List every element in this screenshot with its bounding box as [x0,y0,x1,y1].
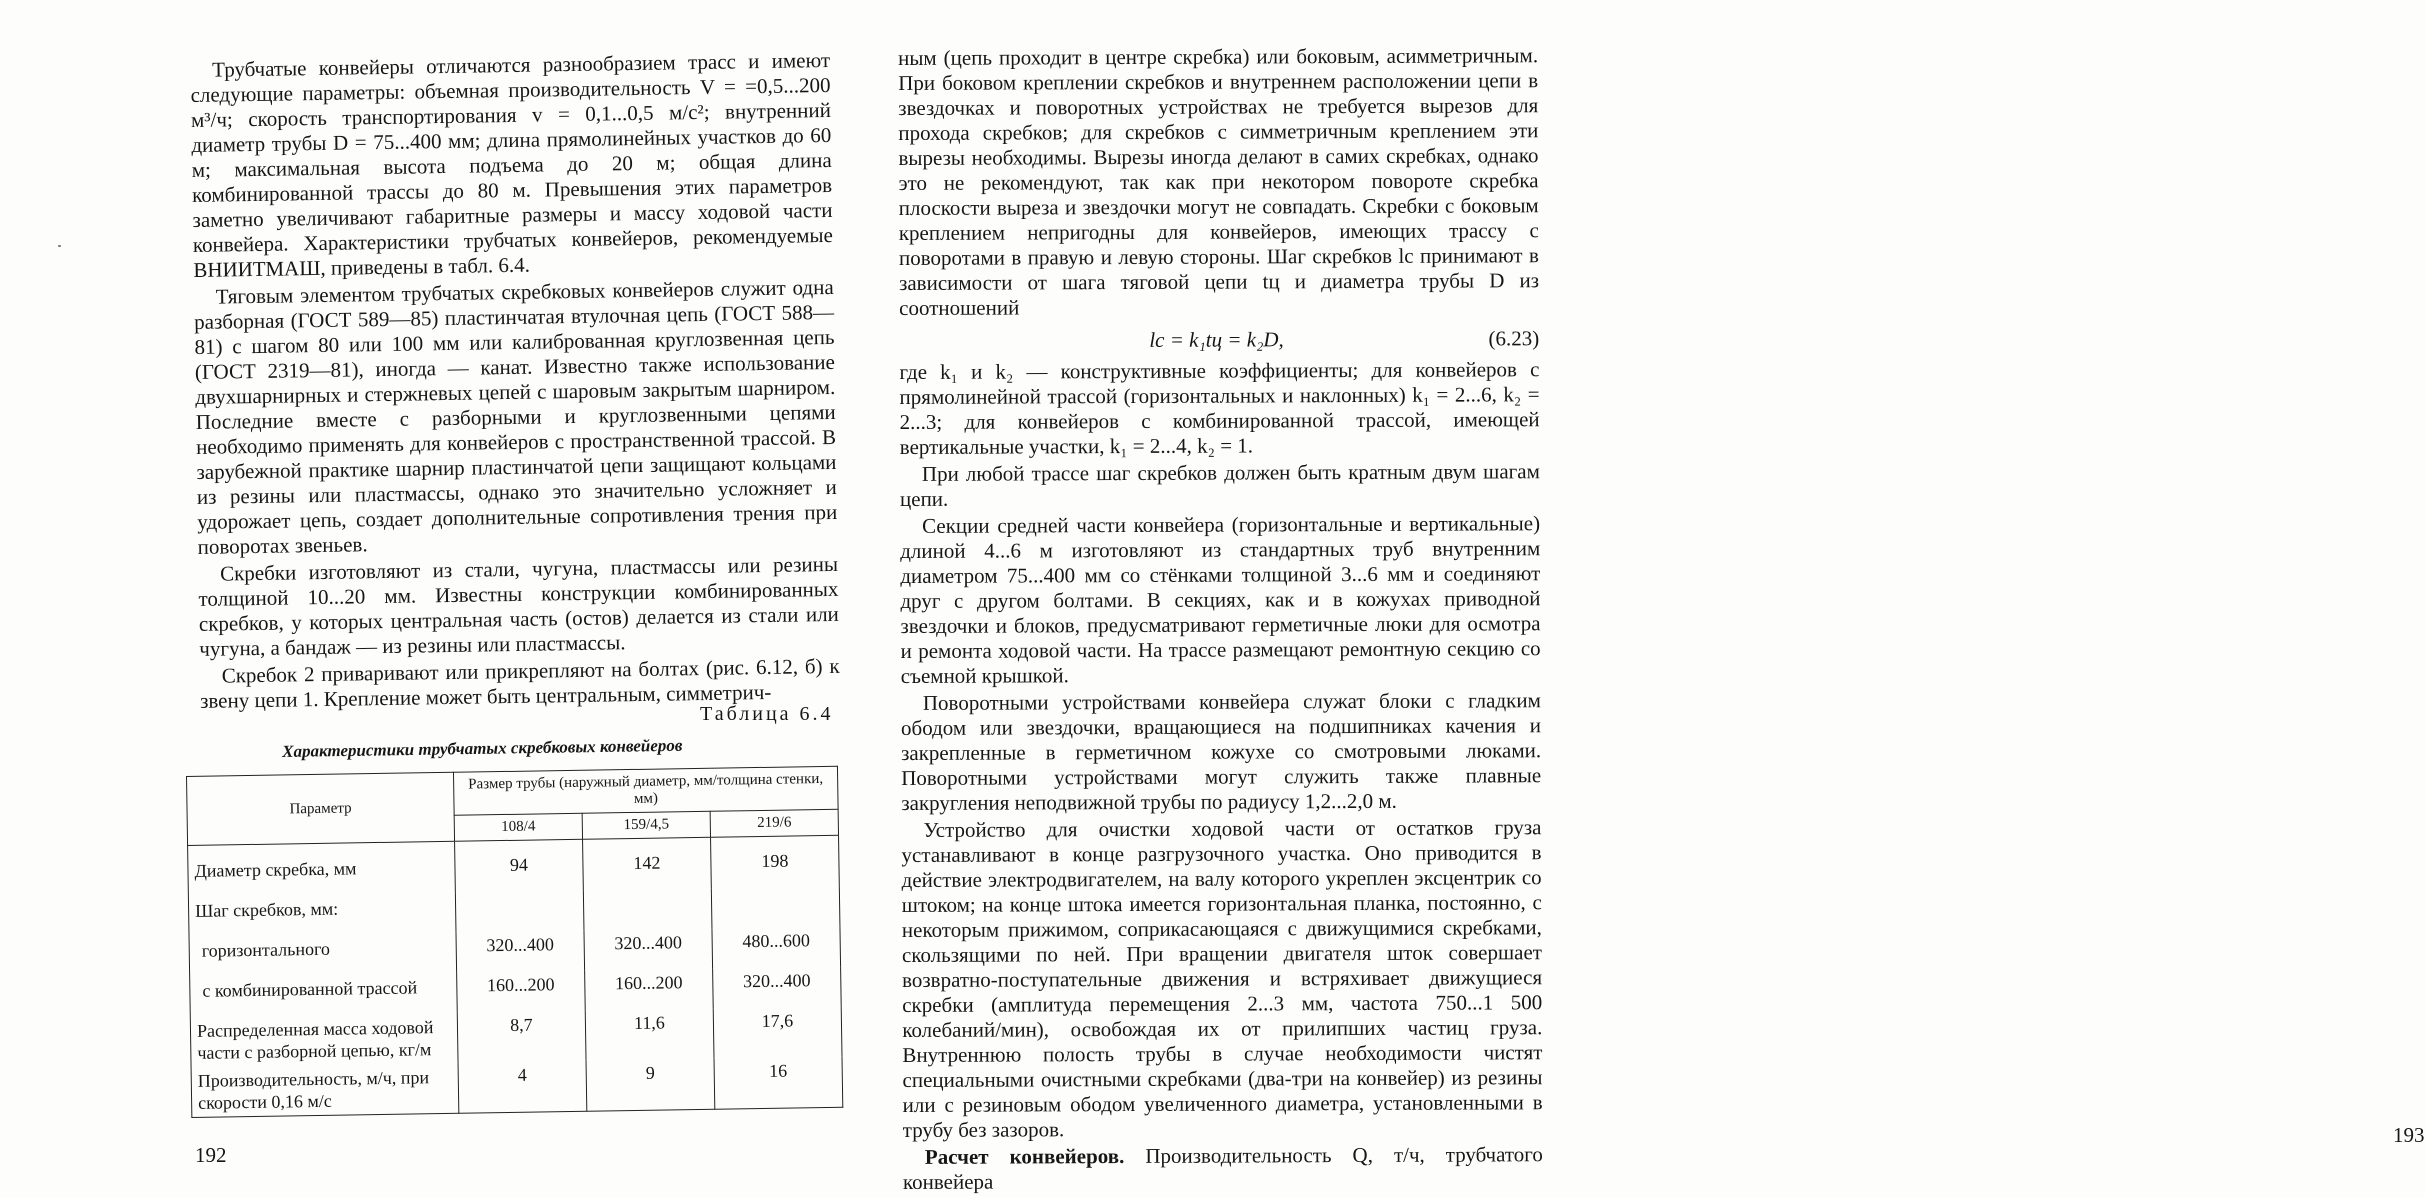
left-text-block [190,48,840,716]
table-cell: 480...600 [712,927,841,969]
formula-line [899,326,1539,354]
table-cell: 4 [458,1061,587,1114]
table-cell-param: Распределенная масса ходовой части с разборной цепью, кг/м [190,1013,458,1067]
table-cell: 320...400 [456,931,585,973]
table-cell-param: горизонтального [189,933,457,977]
paragraph-text: Производительность Q, т/ч, трубчатого конвейера [902,1142,1543,1194]
table-cell [711,887,840,929]
table-cell: 16 [714,1057,843,1110]
table-cell: 320...400 [584,929,713,971]
table-label: Таблица 6.4 [700,703,834,725]
table-cell: 9 [586,1059,715,1112]
table-cell: 11,6 [585,1009,714,1061]
spec-table-container [186,766,843,1118]
paragraph [903,1142,1543,1195]
table-cell-param: Производительность, м/ч, при скорости 0,16 м/с [191,1063,459,1118]
section-heading: Расчет конвейеров. [924,1144,1125,1169]
table-cell-param: Шаг скребков, мм: [188,893,456,937]
table-cell: 8,7 [457,1011,586,1063]
right-text-block [898,43,1543,1197]
table-cell-param: Диаметр скребка, мм [188,841,456,897]
formula-number: (6.23) [1488,326,1540,351]
paragraph: ным (цепь проходит в центре скребка) или боковым, асимметричным. При боковом креплении скребков и внутреннем расположении цепи в звездочках и поворотных устройствах не требуется вырезов для прохода скребков; для скребков с симметричным креплением эти вырезы необходимы. Вырезы иногда делают в самих скребках, однако это не рекомендуют, так как при некотором повороте скребка плоскости выреза и звездочки могут не совпадать. Скребки с боковым креплением непригодны для конвейеров, имеющих трассу с поворотами в правую и левую стороны. Шаг скребков lс принимают в зависимости от шага тяговой цепи tц и диаметра трубы D из соотношений [898,43,1540,320]
spec-table [186,766,843,1118]
table-cell [583,889,712,931]
table-cell: 320...400 [713,967,842,1009]
table-cell: 17,6 [713,1007,842,1059]
table-cell: 160...200 [457,971,586,1013]
paragraph: При любой трассе шаг скребков должен быть кратным двум шагам цепи. [899,459,1540,511]
paragraph: Трубчатые конвейеры отличаются разнообразием трасс и имеют следующие параметры: объемная производительность V = =0,5...200 м³/ч; скорость транспортирования v = 0,1...0,5 м/с²; внутренний диаметр трубы D = 75...400 мм; длина прямолинейных участков до 60 м; максимальная высота подъема до 20 м; общая длина комбинированной трассы до 80 м. Превышения этих параметров заметно увеличивают габаритные размеры и массу ходовой части конвейера. Характеристики трубчатых конвейеров, рекомендуемые ВНИИТМАШ, приведены в табл. 6.4. [190,47,834,282]
column-header: 219/6 [710,809,838,837]
paragraph: где k₁ и k₂ — конструктивные коэффициенты; для конвейеров с прямолинейной трассой (горизонтальных и наклонных) k₁ = 2...6, k₂ = 2...3; для конвейеров с комбинированной трассой, имеющей вертикальные участки, k₁ = 2...4, k₂ = 1. [899,357,1540,459]
paragraph: Поворотными устройствами конвейера служат блоки с гладким ободом или звездочки, вращающиеся на подшипниках качения и закрепленные в герметичном кожухе со смотровыми люками. Поворотными устройствами могут служить также плавные закругления неподвижной трубы по радиусу 1,2...2,0 м. [900,688,1542,815]
scan-speck [58,245,61,247]
column-header: 108/4 [454,813,582,841]
paragraph: Устройство для очистки ходовой части от остатков груза устанавливают в конце разгрузочного участка. Оно приводится в действие электродвигателем, на валу которого укреплен эксцентрик со штоком; на конце штока имеется горизонтальная планка, постоянно, с некоторым прижимом, соприкасающаяся с движущимися скребками, скользящими по ней. При вращении двигателя шток совершает возвратно-поступательные движения и встряхивает движущиеся скребки (амплитуда перемещения 2...3 мм, частота 750...1 500 колебаний/мин), освобождая их от прилипших частиц груза. Внутреннюю полость трубы в случае необходимости чистят специальными очистными скребками (два-три на конвейер) из резины или с резиновым ободом увеличенного диаметра, установленными в трубу без зазоров. [901,815,1543,1142]
table-cell [455,891,584,933]
table-cell: 94 [455,839,584,893]
formula: lс = k₁tц = k₂D, [1149,327,1284,352]
paragraph: Тяговым элементом трубчатых скребковых конвейеров служит одна разборная (ГОСТ 589—85) пластинчатая втулочная цепь (ГОСТ 588—81) с шагом 80 или 100 мм или калиброванная круглозвенная цепь (ГОСТ 2319—81), иногда — канат. Известно также использование двухшарнирных и стержневых цепей с шаровым закрытым шарниром. Последние вместе с разборными и круглозвенными цепями необходимо применять для конвейеров с пространственной трассой. В зарубежной практике шарнир пластинчатой цепи защищают кольцами из резины или пластмассы, однако это значительно усложняет и удорожает цепь, создает дополнительные сопротивления трения при поворотах звеньев. [193,274,838,559]
table-cell: 160...200 [585,969,714,1011]
paragraph: Секции средней части конвейера (горизонтальные и вертикальные) длиной 4...6 м изготовляют из стандартных труб внутренним диаметром 75...400 мм со стёнками толщиной 3...6 мм и соединяют друг с другом болтами. В секциях, как и в кожухах приводной звездочки и блоков, предусматривают герметичные люки для осмотра и ремонта ходовой части. На трассе размещают ремонтную секцию со съемной крышкой. [900,511,1541,688]
column-header: 159/4,5 [582,811,710,839]
paragraph: Скребки изготовляют из стали, чугуна, пластмассы или резины толщиной 10...20 мм. Известны конструкции комбинированных скребков, у которых центральная часть (остов) делается из стали или чугуна, а бандаж — из резины или пластмассы. [198,551,839,661]
table-caption: Характеристики трубчатых скребковых конвейеров [282,735,683,761]
param-header: Параметр [187,772,455,845]
table-cell: 198 [711,835,840,889]
page-number: 192 [195,1143,227,1167]
page-number: 193 [2393,1123,2425,1147]
table-cell-param: с комбинированной трассой [190,973,458,1017]
group-header: Размер трубы (наружный диаметр, мм/толщина стенки, мм) [453,766,838,815]
paragraph: Скребок 2 приваривают или прикрепляют на болтах (рис. 6.12, б) к звену цепи 1. Крепление может быть центральным, симметрич- [199,653,840,713]
table-row [191,1057,843,1118]
table-cell: 142 [583,837,712,891]
